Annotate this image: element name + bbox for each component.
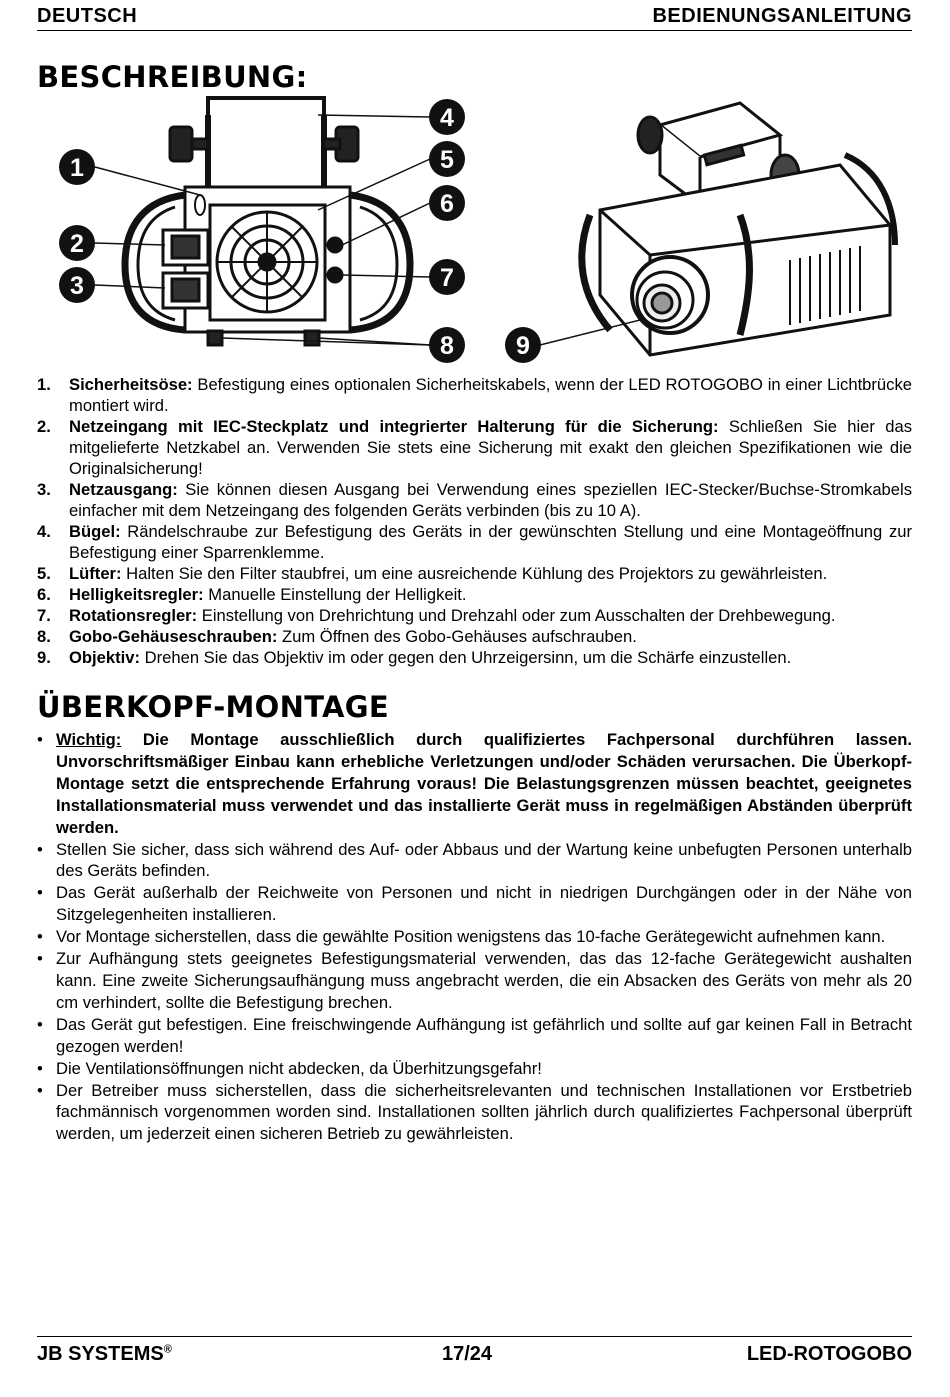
item-label: Netzeingang mit IEC-Steckplatz und integrierter Halterung für die Sicherung: <box>69 417 719 436</box>
item-label: Helligkeitsregler: <box>69 585 204 604</box>
svg-text:1: 1 <box>70 154 84 182</box>
list-item: 4. Bügel: Rändelschraube zur Befestigung des Geräts in der gewünschten Stellung und eine Montageöffnung zur Befestigung einer Sparrenklemme. <box>37 522 912 562</box>
list-item: 9. Objektiv: Drehen Sie das Objektiv im oder gegen den Uhrzeigersinn, um die Schärfe einzustellen. <box>37 648 792 667</box>
callout-5 <box>429 141 465 177</box>
callout-9 <box>505 327 541 363</box>
item-text: Halten Sie den Filter staubfrei, um eine ausreichende Kühlung des Projektors zu gewährleisten. <box>121 564 828 583</box>
bullet-icon: • <box>37 1080 43 1100</box>
callout-3 <box>59 267 95 303</box>
list-item: 7. Rotationsregler: Einstellung von Drehrichtung und Drehzahl oder zum Ausschalten der Drehbewegung. <box>37 606 836 625</box>
item-label: Bügel: <box>69 522 121 541</box>
item-text: Drehen Sie das Objektiv im oder gegen den Uhrzeigersinn, um die Schärfe einzustellen. <box>140 648 792 667</box>
callout-6 <box>429 185 465 221</box>
item-label: Lüfter: <box>69 564 122 583</box>
svg-text:2: 2 <box>70 230 84 258</box>
footer-brand: JB SYSTEMS® <box>37 1343 172 1365</box>
footer-model: LED-ROTOGOBO <box>746 1343 912 1365</box>
bullet-icon: • <box>37 839 43 859</box>
callout-8 <box>429 327 465 363</box>
svg-text:7: 7 <box>440 264 454 292</box>
list-item: 5. Lüfter: Halten Sie den Filter staubfrei, um eine ausreichende Kühlung des Projektors zu gewährleisten. <box>37 564 828 583</box>
page-header <box>37 2 912 31</box>
list-item: 8. Gobo-Gehäuseschrauben: Zum Öffnen des Gobo-Gehäuses aufschrauben. <box>37 627 637 646</box>
svg-text:6: 6 <box>440 190 454 218</box>
section-title-overhead-mounting: ÜBERKOPF-MONTAGE <box>37 690 389 724</box>
important-label: Wichtig: <box>56 730 122 749</box>
item-text: Befestigung eines optionalen Sicherheitskabels, wenn der LED ROTOGOBO in einer Lichtbrücke montiert wird. <box>69 375 912 415</box>
list-item: • Die Ventilationsöffnungen nicht abdecken, da Überhitzungsgefahr! <box>37 1058 542 1078</box>
bullet-icon: • <box>37 1014 43 1034</box>
item-text: Zum Öffnen des Gobo-Gehäuses aufschrauben. <box>277 627 637 646</box>
header-language: DEUTSCH <box>37 5 138 27</box>
item-text: Einstellung von Drehrichtung und Drehzahl oder zum Ausschalten der Drehbewegung. <box>197 606 836 625</box>
item-label: Netzausgang: <box>69 480 178 499</box>
item-text: Sie können diesen Ausgang bei Verwendung eines speziellen IEC-Stecker/Buchse-Stromkabels einfacher mit dem Netzeingang des folgenden Geräts verbinden (bis zu 10 A). <box>69 480 912 520</box>
header-document-type: BEDIENUNGSANLEITUNG <box>652 5 912 27</box>
bullet-icon: • <box>37 927 43 947</box>
bullet-icon: • <box>37 730 43 749</box>
list-item: 3. Netzausgang: Sie können diesen Ausgang bei Verwendung eines speziellen IEC-Stecker/Buchse-Stromkabels einfacher mit dem Netzeingang des folgenden Geräts verbinden (bis zu 10 A). <box>37 480 912 520</box>
svg-text:5: 5 <box>440 146 454 174</box>
page-footer <box>37 1336 912 1367</box>
svg-text:8: 8 <box>440 332 454 360</box>
callout-1 <box>59 149 95 185</box>
trademark-symbol: ® <box>163 1343 172 1356</box>
item-text: Manuelle Einstellung der Helligkeit. <box>203 585 467 604</box>
callout-2 <box>59 225 95 261</box>
svg-text:4: 4 <box>440 104 454 132</box>
bullet-icon: • <box>37 883 43 903</box>
bullet-icon: • <box>37 1058 43 1078</box>
list-item: • Stellen Sie sicher, dass sich während des Auf- oder Abbaus und der Wartung keine unbefugten Personen unterhalb des Geräts befinden. <box>37 839 912 881</box>
device-illustration <box>50 95 900 365</box>
svg-text:3: 3 <box>70 272 84 300</box>
item-text: Schließen Sie hier das mitgelieferte Netzkabel an. Verwenden Sie stets eine Sicherung mit exakt den gleichen Spezifikationen wie die Originalsicherung! <box>69 417 913 478</box>
list-item: • Der Betreiber muss sicherstellen, dass die sicherheitsrelevanten und technischen Installationen vor Erstbetrieb fachmännisch vorgenommen worden sind. Installationen sollten jährlich durch qualifiziertes Fachpersonal überprüft werden, um jederzeit einen sicheren Betrieb zu gewährleisten. <box>37 1080 912 1144</box>
list-item: 1. Sicherheitsöse: Befestigung eines optionalen Sicherheitskabels, wenn der LED ROTOGOBO in einer Lichtbrücke montiert wird. <box>37 375 912 415</box>
device-rear-view <box>125 98 410 345</box>
item-label: Rotationsregler: <box>69 606 198 625</box>
list-item: • Das Gerät gut befestigen. Eine freischwingende Aufhängung ist gefährlich und sollte auf gar keinen Fall in Betracht gezogen werden! <box>37 1014 912 1056</box>
list-item: • Vor Montage sicherstellen, dass die gewählte Position wenigstens das 10-fache Gerätegewicht aufnehmen kann. <box>37 927 886 947</box>
list-item: 6. Helligkeitsregler: Manuelle Einstellung der Helligkeit. <box>37 585 467 604</box>
bullet-icon: • <box>37 949 43 969</box>
list-item: • Das Gerät außerhalb der Reichweite von Personen und nicht in niedrigen Durchgängen oder in der Nähe von Sitzgelegenheiten installieren. <box>37 883 912 925</box>
callout-4 <box>429 99 465 135</box>
svg-text:9: 9 <box>516 332 530 360</box>
item-label: Sicherheitsöse: <box>69 375 193 394</box>
callout-7 <box>429 259 465 295</box>
item-label: Gobo-Gehäuseschrauben: <box>69 627 278 646</box>
list-item: 2. Netzeingang mit IEC-Steckplatz und integrierter Halterung für die Sicherung: Schließen Sie hier das mitgelieferte Netzkabel an. Verwenden Sie stets eine Sicherung mit exakt den gleichen Spezifikationen wie die Originalsicherung! <box>37 417 913 478</box>
list-item-important <box>37 729 912 839</box>
list-item: • Zur Aufhängung stets geeignetes Befestigungsmaterial verwenden, das das 12-fache Gerätegewicht aushalten kann. Eine zweite Sicherungsaufhängung muss angebracht werden, die ein Absacken des Geräts von mehr als 20 cm verhindert, sollte die Befestigung brechen. <box>37 949 912 1012</box>
page-number: 17/24 <box>442 1343 493 1365</box>
mounting-bullet-list <box>37 729 912 1145</box>
item-text: Rändelschraube zur Befestigung des Geräts in der gewünschten Stellung und eine Montageöffnung zur Befestigung einer Sparrenklemme. <box>69 522 912 562</box>
section-title-description: BESCHREIBUNG: <box>37 60 308 94</box>
description-list <box>37 374 912 668</box>
important-text: Die Montage ausschließlich durch qualifiziertes Fachpersonal durchführen lassen. Unvorschriftsmäßiger Einbau kann erhebliche Verletzungen und/oder Schäden verursachen. Die Überkopf-Montage setzt die entsprechende Erfahrung voraus! Die Belastungsgrenzen müssen beachtet, geeignetes Installationsmaterial muss verwendet und das installierte Gerät muss in regelmäßigen Abständen überprüft werden. <box>56 730 912 837</box>
item-label: Objektiv: <box>69 648 141 667</box>
device-front-view <box>582 103 895 355</box>
